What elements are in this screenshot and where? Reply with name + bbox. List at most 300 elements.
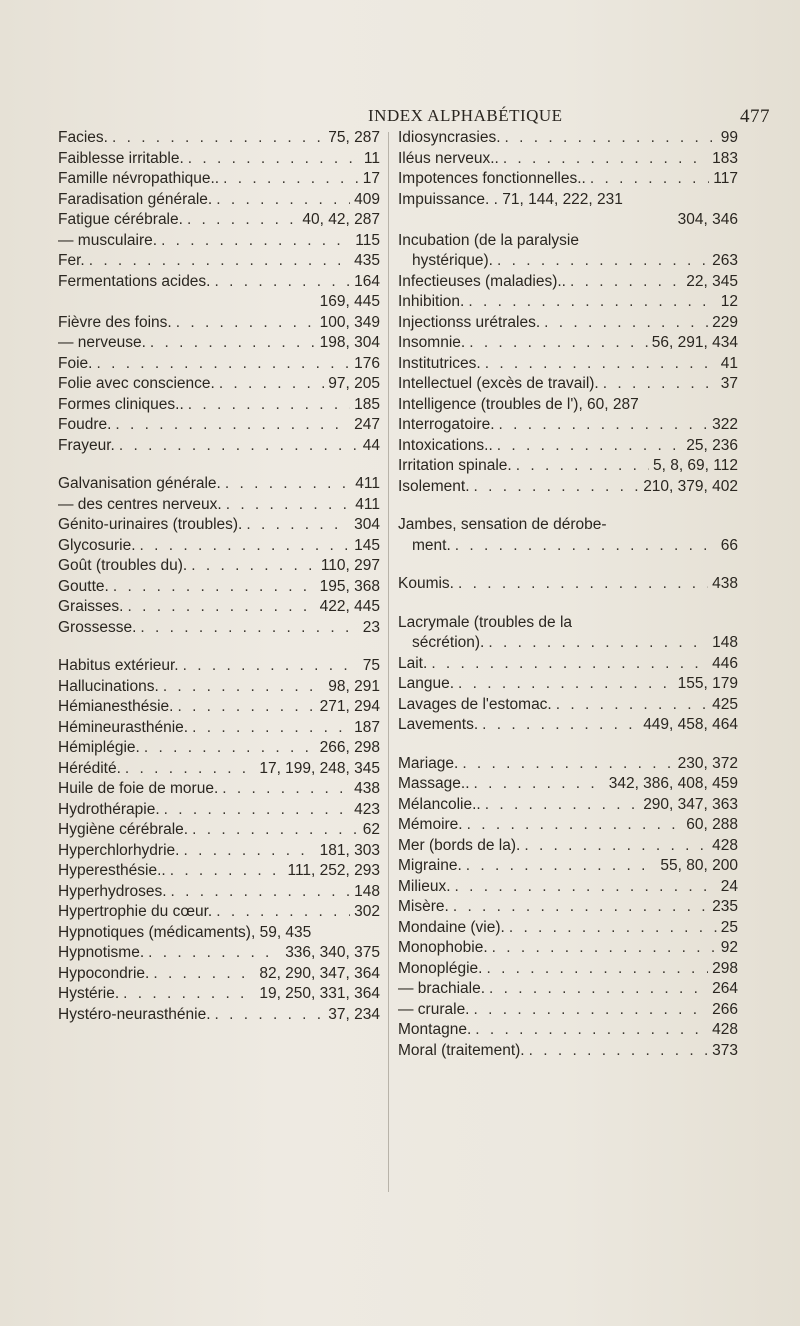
index-entry [398, 149, 738, 170]
index-term: Intoxications.. [398, 436, 493, 454]
leader-dots [485, 354, 717, 375]
index-entry [398, 313, 738, 334]
index-pages: 92 [720, 939, 738, 956]
index-entry [398, 938, 738, 959]
index-pages: 115 [355, 231, 380, 249]
index-pages: 266 [712, 1000, 738, 1018]
leader-dots [458, 574, 708, 595]
index-entry [58, 210, 380, 231]
index-pages: 302 [354, 903, 380, 920]
index-pages: 155, 179 [677, 675, 738, 692]
index-entry [398, 169, 738, 190]
index-term: Frayeur. [58, 436, 115, 454]
index-term: Institutrices. [398, 354, 481, 372]
index-entry [398, 1000, 738, 1021]
index-pages: 148 [712, 634, 738, 651]
leader-dots [503, 149, 708, 170]
leader-dots [570, 272, 682, 293]
leader-dots [474, 477, 640, 498]
index-pages: 185 [354, 395, 380, 413]
index-entry [398, 251, 738, 272]
leader-dots [469, 333, 648, 354]
index-pages: 75 [362, 657, 380, 674]
leader-dots [474, 1000, 709, 1021]
index-entry [398, 674, 738, 695]
index-entry [58, 718, 380, 739]
leader-dots [140, 618, 358, 639]
index-term: Huile de foie de morue. [58, 780, 219, 797]
index-entry [58, 556, 380, 577]
leader-dots [466, 856, 657, 877]
index-term: Insomnie. [398, 334, 466, 351]
leader-dots [516, 456, 649, 477]
index-term: Irritation spinale. [398, 457, 512, 474]
index-term: Foudre. [58, 416, 112, 433]
index-entry [58, 536, 380, 557]
index-term: Goutte. [58, 577, 109, 595]
index-pages: 428 [712, 836, 738, 854]
index-pages: 181, 303 [319, 841, 380, 859]
leader-dots [226, 495, 352, 516]
index-pages: 55, 80, 200 [660, 857, 738, 874]
index-pages: 17, 199, 248, 345 [259, 759, 380, 777]
index-pages: 99 [720, 129, 738, 146]
index-entry [58, 251, 380, 272]
index-term: Hémianesthésie. [58, 698, 174, 715]
index-term: Hémineurasthénie. [58, 718, 189, 736]
leader-dots [176, 313, 316, 334]
index-entry [58, 984, 380, 1005]
index-entry [58, 515, 380, 536]
index-entry [398, 715, 738, 736]
index-term: Infectieuses (maladies).. [398, 272, 566, 290]
index-entry [398, 795, 738, 816]
index-term: Iléus nerveux.. [398, 149, 499, 167]
index-entry [58, 374, 380, 395]
index-pages: 19, 250, 331, 364 [259, 985, 380, 1002]
index-term: Fer. [58, 252, 85, 269]
index-entry [58, 128, 380, 149]
index-entry [398, 1041, 738, 1062]
index-entry [398, 515, 738, 536]
index-pages: 438 [354, 780, 380, 797]
leader-dots [488, 633, 708, 654]
index-pages: 438 [712, 575, 738, 592]
leader-dots [127, 597, 315, 618]
column-divider [388, 132, 389, 1192]
index-pages: 373 [712, 1041, 738, 1059]
index-pages: 235 [712, 898, 738, 915]
index-entry [58, 436, 380, 457]
index-entry [398, 354, 738, 375]
index-pages: 304 [354, 516, 380, 533]
index-pages: 210, 379, 402 [643, 477, 738, 495]
index-term: Fièvre des foins. [58, 313, 172, 331]
leader-dots [219, 374, 324, 395]
index-entry [398, 574, 738, 595]
leader-dots [96, 354, 350, 375]
index-term: Hypnotiques (médicaments), 59, 435 [58, 923, 312, 941]
index-term: Monoplégie. [398, 959, 483, 977]
index-term: Milieux. [398, 877, 451, 895]
index-entry [58, 354, 380, 375]
index-term: Faiblesse irritable. [58, 149, 184, 167]
index-entry [58, 292, 380, 313]
index-entry [398, 456, 738, 477]
index-entry [398, 128, 738, 149]
index-term: Hypnotisme. [58, 944, 145, 961]
index-term: Hyperesthésie.. [58, 862, 166, 879]
index-entry [398, 654, 738, 675]
leader-dots [225, 474, 351, 495]
index-term: Foie. [58, 354, 93, 372]
index-term: hystérique). [412, 252, 493, 269]
leader-dots [455, 536, 717, 557]
index-pages: 169, 445 [319, 293, 380, 310]
index-entry [398, 695, 738, 716]
index-term: Koumis. [398, 575, 454, 592]
index-term: Hypertrophie du cœur. [58, 903, 213, 920]
running-header [0, 104, 800, 128]
index-entry [58, 474, 380, 495]
index-entry [398, 815, 738, 836]
index-pages: 117 [713, 170, 738, 187]
index-term: Lacrymale (troubles de la [398, 613, 573, 631]
index-entry [58, 861, 380, 882]
leader-dots [170, 861, 284, 882]
index-term: Fermentations acides. [58, 272, 211, 290]
index-pages: 342, 386, 408, 459 [608, 775, 738, 792]
index-term: Hystérie. [58, 985, 120, 1002]
index-term: Impotences fonctionnelles.. [398, 170, 586, 187]
index-pages: 110, 297 [320, 557, 380, 574]
index-term: Isolement. [398, 477, 470, 495]
index-entry [58, 779, 380, 800]
index-pages: 25 [720, 918, 738, 936]
index-entry [58, 656, 380, 677]
leader-dots [524, 836, 708, 857]
index-term: Grossesse. [58, 618, 137, 636]
leader-dots [246, 515, 350, 536]
index-column-right [398, 128, 738, 1061]
leader-dots [188, 149, 360, 170]
index-pages: 435 [354, 252, 380, 269]
leader-dots [119, 436, 359, 457]
leader-dots [497, 251, 708, 272]
leader-dots [485, 795, 639, 816]
index-entry [58, 149, 380, 170]
index-term: Mer (bords de la). [398, 836, 521, 854]
index-entry [58, 169, 380, 190]
index-term: — nerveuse. [58, 334, 146, 351]
leader-dots [144, 738, 316, 759]
index-pages: 230, 372 [677, 754, 738, 772]
index-term: — crurale. [398, 1000, 470, 1018]
index-term: Hallucinations. [58, 677, 159, 695]
index-entry [398, 374, 738, 395]
leader-dots [216, 190, 350, 211]
leader-dots [492, 938, 717, 959]
leader-dots [115, 415, 350, 436]
index-pages: 97, 205 [328, 375, 380, 392]
leader-dots [223, 169, 359, 190]
index-term: sécrétion). [412, 634, 485, 651]
index-pages: 164 [354, 272, 380, 290]
index-entry [58, 395, 380, 416]
index-term: Graisses. [58, 598, 124, 615]
leader-dots [153, 964, 255, 985]
index-entry [398, 856, 738, 877]
index-term: Impuissance. . 71, 144, 222, 231 [398, 190, 623, 208]
leader-dots [183, 841, 315, 862]
index-entry [398, 897, 738, 918]
index-entry [58, 738, 380, 759]
index-entry [58, 677, 380, 698]
index-entry [398, 918, 738, 939]
index-entry [398, 1020, 738, 1041]
index-term: Langue. [398, 675, 455, 692]
leader-dots [187, 210, 298, 231]
page-title: INDEX ALPHABÉTIQUE [368, 106, 563, 125]
index-entry [58, 902, 380, 923]
index-term: Fatigue cérébrale. [58, 211, 183, 228]
leader-dots [112, 128, 324, 149]
index-pages: 23 [362, 618, 380, 636]
index-term: Génito-urinaires (troubles). [58, 516, 243, 533]
index-term: Intellectuel (excès de travail). [398, 375, 599, 392]
index-term: Migraine. [398, 857, 462, 874]
index-entry [58, 272, 380, 293]
index-term: Massage.. [398, 775, 470, 792]
index-term: Hystéro-neurasthénie. [58, 1005, 211, 1023]
index-term: Montagne. [398, 1021, 472, 1038]
leader-dots [183, 656, 359, 677]
leader-dots [123, 984, 255, 1005]
index-pages: 449, 458, 464 [643, 716, 738, 733]
leader-dots [590, 169, 709, 190]
index-term: Hydrothérapie. [58, 800, 160, 818]
leader-dots [125, 759, 255, 780]
index-pages: 22, 345 [686, 272, 738, 290]
index-term: Injectionss urétrales. [398, 313, 541, 331]
leader-dots [164, 800, 350, 821]
leader-dots [467, 815, 683, 836]
index-entry [398, 292, 738, 313]
leader-dots [509, 918, 717, 939]
index-pages: 111, 252, 293 [287, 862, 380, 879]
leader-dots [431, 654, 708, 675]
index-entry [58, 759, 380, 780]
leader-dots [497, 436, 683, 457]
index-entry [58, 495, 380, 516]
index-entry [398, 395, 738, 416]
leader-dots [489, 979, 708, 1000]
index-term: Formes cliniques.. [58, 395, 184, 413]
index-pages: 422, 445 [319, 598, 380, 615]
leader-dots [505, 128, 717, 149]
index-pages: 75, 287 [328, 129, 380, 146]
index-term: Jambes, sensation de dérobe- [398, 516, 607, 533]
index-term: Mémoire. [398, 816, 463, 833]
index-entry [58, 800, 380, 821]
index-entry [58, 923, 380, 944]
leader-dots [215, 1005, 325, 1026]
index-entry [58, 577, 380, 598]
index-entry [398, 877, 738, 898]
index-entry [58, 943, 380, 964]
index-pages: 24 [720, 877, 738, 895]
index-pages: 187 [354, 718, 380, 736]
index-term: Mélancolie.. [398, 795, 481, 813]
leader-dots [455, 877, 717, 898]
index-entry [398, 210, 738, 231]
index-pages: 247 [354, 416, 380, 433]
leader-dots [191, 556, 317, 577]
leader-dots [171, 882, 351, 903]
leader-dots [482, 715, 639, 736]
index-entry [398, 774, 738, 795]
index-term: Hypocondrie. [58, 964, 150, 982]
index-term: Lait. [398, 654, 428, 672]
index-entry [398, 272, 738, 293]
index-term: Lavages de l'estomac. [398, 695, 552, 713]
index-pages: 12 [720, 293, 738, 310]
index-entry [398, 190, 738, 211]
index-pages: 304, 346 [677, 211, 738, 228]
index-entry [398, 415, 738, 436]
index-term: Famille névropathique.. [58, 170, 220, 187]
index-entry [58, 190, 380, 211]
index-entry [398, 536, 738, 557]
index-pages: 411 [355, 495, 380, 513]
index-entry [58, 820, 380, 841]
index-term: Faradisation générale. [58, 190, 213, 208]
index-pages: 66 [720, 536, 738, 554]
index-term: Habitus extérieur. [58, 657, 179, 674]
index-entry [58, 313, 380, 334]
index-pages: 290, 347, 363 [643, 795, 738, 813]
index-term: Incubation (de la paralysie [398, 231, 579, 249]
index-term: Intelligence (troubles de l'), 60, 287 [398, 395, 639, 413]
index-term: Hygiène cérébrale. [58, 821, 189, 838]
index-entry [398, 836, 738, 857]
index-term: Facies. [58, 129, 108, 146]
index-pages: 37, 234 [328, 1005, 380, 1023]
leader-dots [188, 395, 350, 416]
index-pages: 266, 298 [319, 739, 380, 756]
index-entry [398, 959, 738, 980]
index-pages: 148 [354, 882, 380, 900]
leader-dots [192, 820, 359, 841]
index-entry [398, 754, 738, 775]
leader-dots [148, 943, 281, 964]
index-term: Idiosyncrasies. [398, 129, 501, 146]
index-term: Misère. [398, 898, 449, 915]
index-term: Mariage. [398, 754, 459, 772]
index-pages: 446 [712, 654, 738, 672]
index-entry [58, 964, 380, 985]
index-term: Galvanisation générale. [58, 475, 221, 492]
leader-dots [499, 415, 709, 436]
index-pages: 198, 304 [319, 334, 380, 351]
index-entry [398, 436, 738, 457]
index-pages: 40, 42, 287 [302, 211, 380, 228]
leader-dots [544, 313, 708, 334]
index-entry [398, 613, 738, 634]
index-entry [58, 231, 380, 252]
index-term: — des centres nerveux. [58, 495, 222, 513]
leader-dots [216, 902, 350, 923]
index-entry [58, 1005, 380, 1026]
index-pages: 336, 340, 375 [285, 944, 380, 961]
index-term: Inhibition. [398, 293, 465, 310]
leader-dots [140, 536, 351, 557]
index-pages: 264 [712, 980, 738, 997]
index-entry [58, 882, 380, 903]
index-entry [398, 633, 738, 654]
index-term: Hyperchlorhydrie. [58, 841, 180, 859]
leader-dots [453, 897, 708, 918]
leader-dots [475, 1020, 708, 1041]
leader-dots [603, 374, 717, 395]
index-term: — musculaire. [58, 231, 158, 249]
index-pages: 183 [712, 149, 738, 167]
index-entry [58, 618, 380, 639]
index-term: Goût (troubles du). [58, 557, 188, 574]
index-pages: 263 [712, 252, 738, 269]
index-term: Glycosurie. [58, 536, 136, 554]
index-term: Folie avec conscience. [58, 375, 215, 392]
leader-dots [163, 677, 324, 698]
index-pages: 11 [363, 149, 380, 167]
index-entry [398, 979, 738, 1000]
index-entry [58, 597, 380, 618]
leader-dots [222, 779, 350, 800]
index-term: — brachiale. [398, 980, 486, 997]
index-pages: 271, 294 [319, 698, 380, 715]
index-term: Hyperhydroses. [58, 882, 167, 900]
index-pages: 41 [720, 354, 738, 372]
leader-dots [215, 272, 351, 293]
index-term: Interrogatoire. [398, 416, 495, 433]
index-pages: 100, 349 [319, 313, 380, 331]
index-pages: 145 [354, 536, 380, 554]
index-term: Hérédité. [58, 759, 121, 777]
index-entry [58, 333, 380, 354]
index-pages: 229 [712, 313, 738, 331]
index-column-left [58, 128, 380, 1025]
leader-dots [161, 231, 351, 252]
index-pages: 409 [354, 190, 380, 208]
leader-dots [113, 577, 316, 598]
index-pages: 37 [720, 375, 738, 392]
index-pages: 322 [712, 416, 738, 433]
leader-dots [89, 251, 350, 272]
leader-dots [486, 959, 708, 980]
index-pages: 298 [712, 959, 738, 977]
leader-dots [462, 754, 673, 775]
index-entry [58, 841, 380, 862]
leader-dots [468, 292, 716, 313]
index-term: Hémiplégie. [58, 739, 140, 756]
index-pages: 44 [362, 436, 380, 454]
index-entry [398, 231, 738, 252]
index-term: ment. [412, 536, 451, 554]
index-term: Lavements. [398, 716, 479, 733]
leader-dots [177, 697, 315, 718]
index-entry [398, 333, 738, 354]
leader-dots [474, 774, 605, 795]
